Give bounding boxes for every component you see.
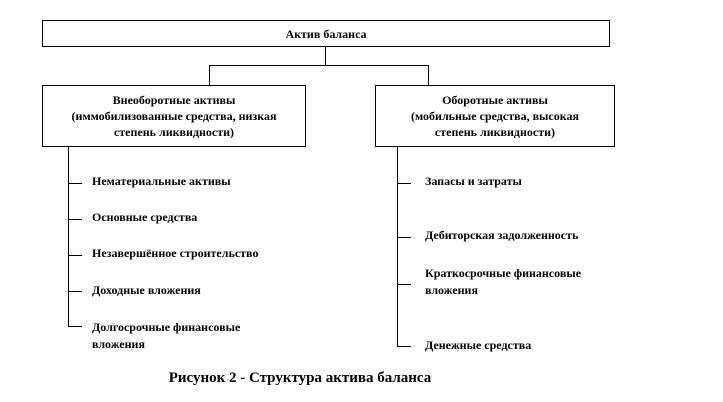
left-tick	[68, 183, 82, 184]
right-category-title: Оборотные активы (мобильные средства, высокая степень ликвидности)	[411, 93, 579, 139]
right-item-receivables: Дебиторская задолженность	[425, 228, 579, 242]
right-tick	[397, 183, 411, 184]
left-tick	[68, 255, 82, 256]
left-item-construction-in-progress: Незавершённое строительство	[92, 246, 259, 260]
root-node-box	[42, 20, 610, 47]
right-tick	[397, 284, 411, 285]
root-node-label: Актив баланса	[285, 26, 367, 41]
left-tick	[68, 219, 82, 220]
root-connector-horizontal	[209, 65, 429, 66]
right-item-short-term-investments: Краткосрочные финансовые вложения	[425, 266, 582, 297]
left-category-title: Внеоборотные активы (иммобилизованные средства, низкая степень ликвидности)	[71, 93, 277, 139]
left-item-income-investments: Доходные вложения	[92, 283, 201, 297]
left-tick	[68, 291, 82, 292]
left-tree-spine	[68, 147, 69, 327]
right-item-inventories: Запасы и затраты	[425, 174, 522, 188]
figure-caption: Рисунок 2 - Структура актива баланса	[168, 370, 432, 386]
left-item-long-term-investments: Долгосрочные финансовые вложения	[92, 320, 241, 351]
right-tick	[397, 237, 411, 238]
left-item-intangible-assets: Нематериальные активы	[92, 174, 231, 188]
left-category-box	[42, 85, 306, 147]
right-branch-connector	[428, 65, 429, 85]
left-tick	[68, 326, 82, 327]
right-tree-spine	[397, 147, 398, 347]
right-category-box	[375, 85, 615, 147]
root-connector-vertical	[325, 47, 326, 65]
left-branch-connector	[209, 65, 210, 85]
right-item-cash: Денежные средства	[425, 338, 532, 352]
left-item-fixed-assets: Основные средства	[92, 210, 198, 224]
right-tick	[397, 346, 411, 347]
